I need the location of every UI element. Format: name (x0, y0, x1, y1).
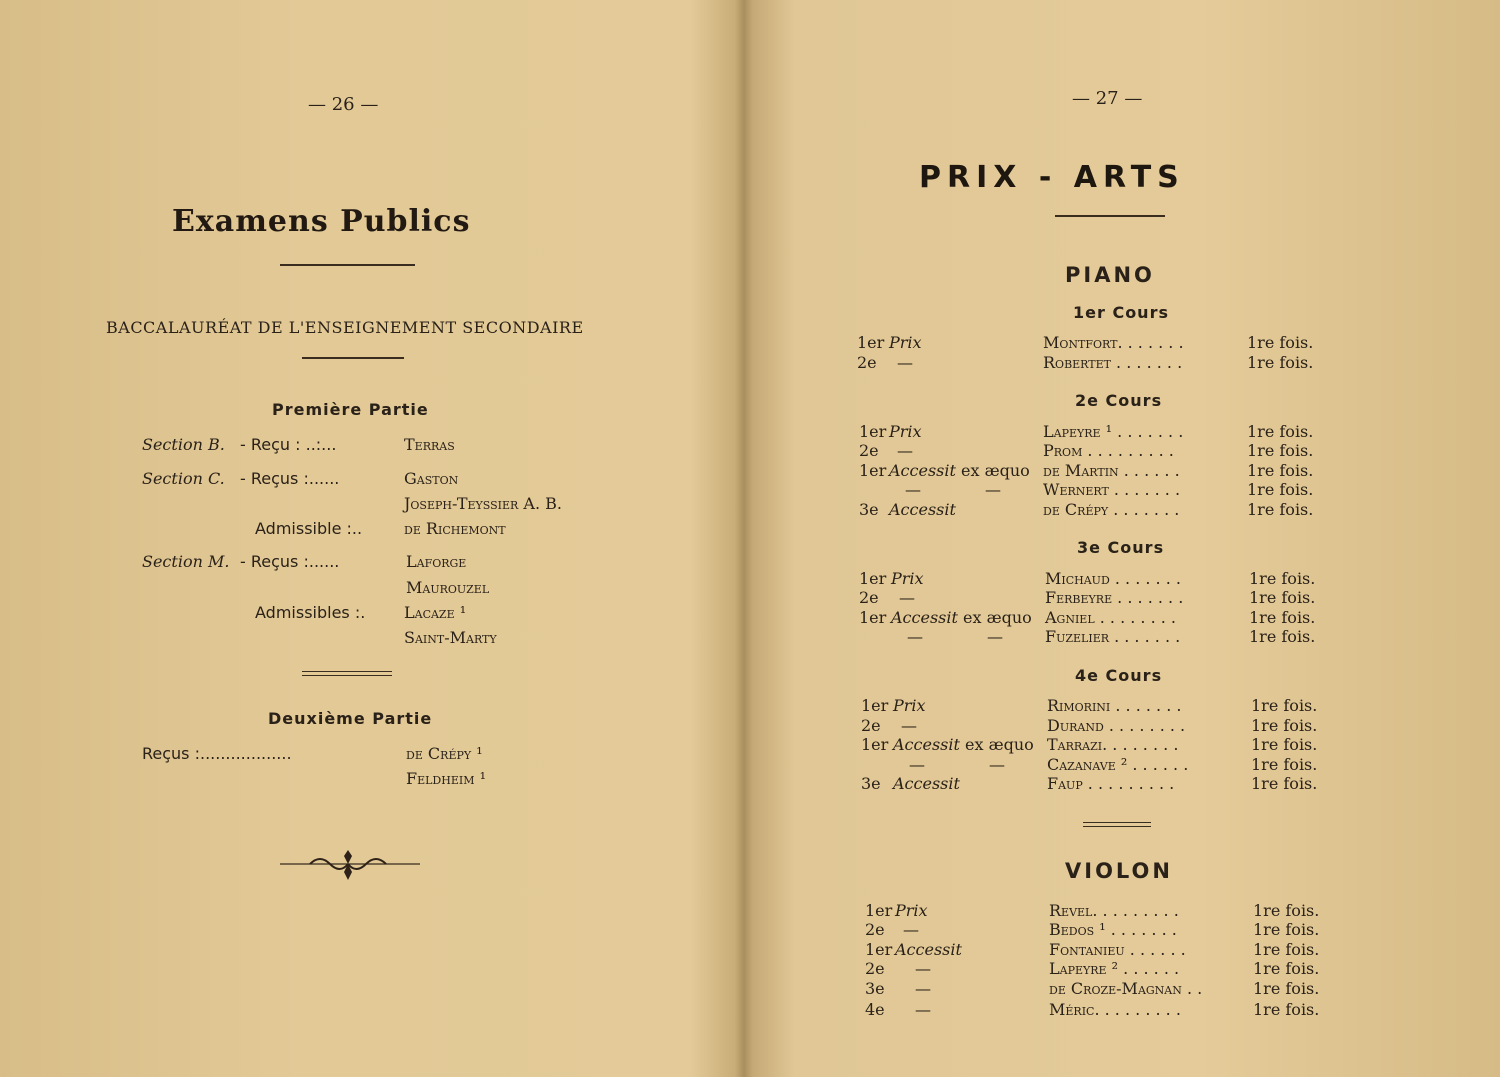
laureate-name: Lapeyre ¹ . . . . . . . (1043, 422, 1184, 441)
row-desc: - Reçu : ..:... (240, 435, 337, 454)
fois: 1re fois. (1253, 901, 1320, 920)
award: Accessit (889, 500, 956, 519)
fois: 1re fois. (1253, 940, 1320, 959)
row-name: Gaston (404, 469, 459, 488)
row-label: Section C. (142, 469, 225, 488)
award: Prix (889, 422, 922, 441)
award: — (903, 920, 919, 939)
laureate-name: Michaud . . . . . . . (1045, 569, 1181, 588)
ex-aequo: — (989, 755, 1005, 774)
laureate-name: Agniel . . . . . . . . (1045, 608, 1177, 627)
ex-aequo: — (985, 480, 1001, 499)
fois: 1re fois. (1247, 461, 1314, 480)
rank: 2e (857, 353, 877, 372)
award: Prix (895, 901, 928, 920)
rank: 2e (865, 959, 885, 978)
cours-4-title: 4e Cours (1075, 666, 1163, 685)
rank: 2e (865, 920, 885, 939)
rank: 2e (859, 441, 879, 460)
rank: 1er (865, 901, 893, 920)
laureate-name: Méric. . . . . . . . . (1049, 1000, 1181, 1019)
rank: 1er (865, 940, 893, 959)
cours-3-title: 3e Cours (1077, 538, 1165, 557)
fleuron-ornament (280, 848, 420, 882)
piano-heading: PIANO (1065, 263, 1155, 287)
laureate-name: Faup . . . . . . . . . (1047, 774, 1175, 793)
fois: 1re fois. (1253, 959, 1320, 978)
laureate-name: de Croze-Magnan . . (1049, 979, 1203, 998)
award: — (897, 441, 913, 460)
row-name: de Crépy ¹ (406, 744, 483, 763)
row-label: Section B. (142, 435, 225, 454)
right-page-number: — 27 — (1072, 88, 1143, 109)
cours-2-title: 2e Cours (1075, 391, 1163, 410)
laureate-name: Prom . . . . . . . . . (1043, 441, 1174, 460)
left-page (0, 0, 730, 1077)
award: Accessit (889, 461, 956, 480)
fois: 1re fois. (1251, 716, 1318, 735)
fois: 1re fois. (1251, 774, 1318, 793)
rank: 1er (861, 735, 889, 754)
award: — (901, 716, 917, 735)
fois: 1re fois. (1247, 422, 1314, 441)
ex-aequo: — (987, 627, 1003, 646)
row-desc: - Reçus :...... (240, 552, 340, 571)
row-desc: Admissible :.. (255, 519, 363, 538)
double-rule (1083, 822, 1151, 827)
award: Accessit (895, 940, 962, 959)
laureate-name: Bedos ¹ . . . . . . . (1049, 920, 1177, 939)
rank: 2e (859, 588, 879, 607)
row-name: de Richemont (404, 519, 506, 538)
rank: 1er (861, 696, 889, 715)
award: Accessit (893, 774, 960, 793)
rank: 2e (861, 716, 881, 735)
row-desc: Reçus :.................. (142, 744, 292, 763)
award: — (905, 480, 921, 499)
row-name: Terras (404, 435, 455, 454)
award: Accessit (893, 735, 960, 754)
rank: 1er (859, 569, 887, 588)
laureate-name: Durand . . . . . . . . (1047, 716, 1186, 735)
fois: 1re fois. (1251, 696, 1318, 715)
row-name: Maurouzel (406, 578, 490, 597)
rank: 4e (865, 1000, 885, 1019)
section-title: BACCALAURÉAT DE L'ENSEIGNEMENT SECONDAIRE (106, 318, 584, 337)
rank: 1er (859, 422, 887, 441)
row-name: Joseph-Teyssier A. B. (404, 494, 562, 513)
award: — (915, 959, 931, 978)
fois: 1re fois. (1251, 755, 1318, 774)
title-ornament (280, 264, 415, 266)
rank: 1er (859, 608, 887, 627)
premiere-heading: Première Partie (272, 400, 429, 419)
laureate-name: Revel. . . . . . . . . (1049, 901, 1179, 920)
fois: 1re fois. (1247, 441, 1314, 460)
fois: 1re fois. (1249, 627, 1316, 646)
deuxieme-heading: Deuxième Partie (268, 709, 433, 728)
award: — (897, 353, 913, 372)
fois: 1re fois. (1253, 1000, 1320, 1019)
award: — (907, 627, 923, 646)
row-desc: Admissibles :. (255, 603, 366, 622)
award: Accessit (891, 608, 958, 627)
award: Prix (893, 696, 926, 715)
laureate-name: Robertet . . . . . . . (1043, 353, 1183, 372)
cours-1-title: 1er Cours (1073, 303, 1169, 322)
fois: 1re fois. (1253, 920, 1320, 939)
fois: 1re fois. (1253, 979, 1320, 998)
rank: 3e (859, 500, 879, 519)
ex-aequo: ex æquo (961, 461, 1030, 480)
fois: 1re fois. (1247, 500, 1314, 519)
rank: 3e (865, 979, 885, 998)
laureate-name: Rimorini . . . . . . . (1047, 696, 1182, 715)
row-desc: - Reçus :...... (240, 469, 340, 488)
laureate-name: Fontanieu . . . . . . (1049, 940, 1186, 959)
award: — (899, 588, 915, 607)
award: Prix (891, 569, 924, 588)
award: Prix (889, 333, 922, 352)
laureate-name: Montfort. . . . . . . (1043, 333, 1184, 352)
title-ornament (1055, 215, 1165, 217)
fois: 1re fois. (1249, 588, 1316, 607)
fois: 1re fois. (1249, 608, 1316, 627)
laureate-name: Fuzelier . . . . . . . (1045, 627, 1181, 646)
violon-heading: VIOLON (1065, 859, 1173, 883)
laureate-name: de Martin . . . . . . (1043, 461, 1180, 480)
row-name: Saint-Marty (404, 628, 497, 647)
laureate-name: Lapeyre ² . . . . . . (1049, 959, 1180, 978)
row-name: Lacaze ¹ (404, 603, 467, 622)
laureate-name: Ferbeyre . . . . . . . (1045, 588, 1184, 607)
fois: 1re fois. (1249, 569, 1316, 588)
left-page-number: — 26 — (308, 94, 379, 115)
fois: 1re fois. (1247, 480, 1314, 499)
section-rule (302, 357, 404, 359)
laureate-name: Tarrazi. . . . . . . . (1047, 735, 1179, 754)
laureate-name: Wernert . . . . . . . (1043, 480, 1181, 499)
right-page (735, 0, 1500, 1077)
rank: 1er (857, 333, 885, 352)
rank: 3e (861, 774, 881, 793)
fois: 1re fois. (1247, 333, 1314, 352)
award: — (915, 1000, 931, 1019)
rank: 1er (859, 461, 887, 480)
laureate-name: Cazanave ² . . . . . . (1047, 755, 1189, 774)
left-page-title: Examens Publics (172, 204, 471, 239)
row-name: Feldheim ¹ (406, 769, 486, 788)
award: — (909, 755, 925, 774)
right-page-title: PRIX - ARTS (919, 160, 1185, 195)
row-name: Laforge (406, 552, 467, 571)
ex-aequo: ex æquo (965, 735, 1034, 754)
row-label: Section M. (142, 552, 230, 571)
fois: 1re fois. (1251, 735, 1318, 754)
laureate-name: de Crépy . . . . . . . (1043, 500, 1180, 519)
award: — (915, 979, 931, 998)
double-rule (302, 671, 392, 676)
fois: 1re fois. (1247, 353, 1314, 372)
ex-aequo: ex æquo (963, 608, 1032, 627)
